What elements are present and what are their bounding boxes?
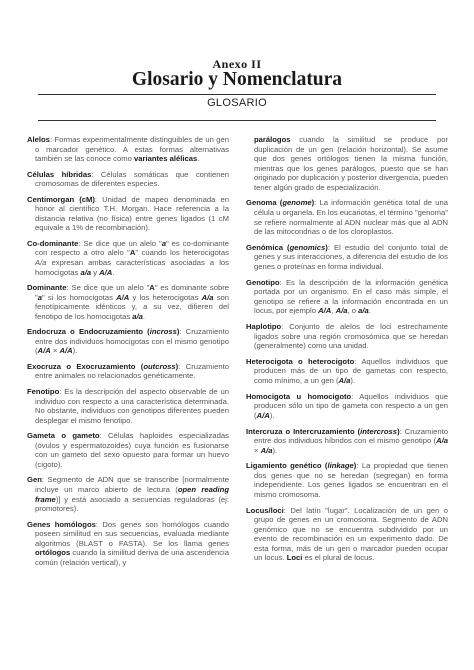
glossary-entry: [27, 170, 229, 189]
glossary-text: variantes alélicas: [133, 154, 198, 164]
glossary-text: A/A: [99, 267, 113, 277]
glossary-entry: [27, 362, 229, 381]
glossary-text: A: [149, 283, 155, 293]
glossary-text: .: [142, 311, 146, 321]
glossary-text: ).: [72, 346, 78, 356]
glossary-text: ).: [269, 410, 275, 420]
section-subtitle: GLOSARIO: [207, 97, 267, 109]
annex-label: Anexo II: [212, 57, 262, 71]
glossary-text: open reading frame: [35, 484, 229, 504]
glossary-entry: [246, 322, 448, 351]
glossary-entry: [246, 243, 448, 272]
glossary-entry: [246, 506, 448, 563]
glossary-text: ×: [254, 445, 261, 455]
glossary-text: genomics: [289, 242, 326, 252]
glossary-text: " es dominante sobre ": [35, 283, 229, 302]
glossary-text: : Se dice que un alelo ": [78, 238, 162, 248]
glossary-text: linkage: [327, 461, 354, 471]
glossary-text: , o: [347, 306, 359, 316]
glossary-text: parálogos: [254, 135, 291, 144]
glossary-text: : Células haploides especializadas (óvulos y espermatozoides) cuya función es fusionarse con un gameto del sexo opuesto para formar un huevo (cigoto).: [35, 431, 229, 469]
glossary-term: Intercruza o Intercruzamiento (: [246, 426, 361, 436]
glossary-entry: [246, 461, 448, 499]
glossary-term: ): [325, 242, 328, 252]
glossary-text: son fenotípicamente idénticos y, a su vez, difieren del fenotipo de los homocigotas: [35, 292, 230, 321]
glossary-term: Genes homólogos: [27, 519, 96, 529]
glossary-text: y: [91, 267, 100, 277]
glossary-text: ortólogos: [35, 548, 71, 558]
glossary-text: cuando la similitud se produce por duplicación de un gen (relación horizontal). Se asume que dos genes ortólogos tienen la misma función, mientras que los genes parálogos, puesto que se han originado por duplicación y posterior divergencia, pueden tener algún grado de especialización.: [254, 135, 448, 192]
glossary-text: ×: [50, 346, 60, 356]
glossary-text: a/a: [80, 267, 92, 277]
glossary-term: ): [397, 426, 400, 436]
glossary-text: : La información genética total de una célula u organela. En los eucariotas, el término "genoma" se refiere normalmente al ADN nuclear más que al ADN de las mitocondrias o de los cloroplastos.: [254, 198, 449, 237]
glossary-text: A/A: [59, 346, 73, 356]
glossary-text: A/a: [338, 375, 351, 385]
glossary-text: genome: [282, 198, 312, 208]
glossary-entry: [27, 475, 229, 513]
glossary-term: Genoma (: [246, 198, 283, 208]
glossary-text: : Segmento de ADN que se transcribe [normalmente incluye un marco abierto de lectura (: [35, 475, 229, 494]
glossary-text: ).: [350, 375, 356, 385]
glossary-text: : Cruzamiento entre dos individuos homocigotas con el mismo genotipo (: [35, 327, 230, 356]
glossary-term: Heterocigota o heterocigoto: [246, 356, 355, 366]
glossary-text: : Se dice que un alelo ": [66, 283, 150, 293]
glossary-entry: [27, 195, 229, 233]
glossary-term: Células híbridas: [27, 169, 92, 179]
glossary-text: : Cruzamiento entre animales no relacionados genéticamente.: [35, 361, 229, 381]
glossary-term: ): [176, 327, 180, 337]
glossary-text: y los heterocigotas: [129, 292, 202, 302]
glossary-term: Co-dominante: [27, 238, 79, 248]
glossary-text: : Aquellos individuos que producen más de un tipo de gametas con respecto, como mínimo, a un gen (: [254, 356, 449, 385]
glossary-text: " es co-dominante con respecto a otro alelo ": [35, 238, 229, 258]
right-column: [246, 135, 448, 569]
glossary-text: A/A: [37, 346, 51, 356]
glossary-term: Ligamiento genético (: [246, 461, 328, 471]
glossary-text: )] y está asociado a secuencias reguladoras (ej: promotores).: [35, 494, 229, 514]
glossary-entry: [27, 431, 229, 469]
glossary-term: Homocigota u homocigoto: [246, 391, 352, 401]
glossary-text: : Es la descripción de la información genética portada por un organismo. En el caso más simple, el genotipo se refiere a la información encontrada en un locus, por ejemplo: [254, 277, 448, 316]
glossary-text: : Dos genes son homólogos cuando poseen similitud en sus secuencias, evaluada mediante algoritmos (BLAST o FASTA). Se los llama genes: [35, 519, 229, 548]
glossary-text: A/a: [436, 436, 448, 446]
glossary-text: : Cruzamiento entre dos individuos híbridos con el mismo genotipo (: [254, 426, 448, 446]
glossary-entry: [27, 283, 229, 321]
glossary-term: ): [353, 461, 357, 471]
glossary-text: .: [112, 267, 115, 277]
top-rule: [38, 94, 436, 95]
glossary-entry: [246, 392, 448, 421]
glossary-text: a/a: [132, 311, 143, 321]
page-title: Glosario y Nomenclatura: [131, 69, 343, 90]
glossary-text: cuando la similitud deriva de una ascendencia común (relación vertical), y: [35, 548, 229, 567]
glossary-entry: [27, 135, 229, 164]
glossary-entry: [27, 327, 229, 356]
left-column: [27, 135, 229, 573]
glossary-text: ).: [272, 445, 278, 455]
glossary-entry: [27, 520, 229, 568]
glossary-text: es el plural de locus.: [302, 553, 375, 563]
glossary-text: incross: [149, 327, 177, 337]
glossary-text: expresan ambas características asociadas a los homocigotas: [35, 258, 229, 277]
glossary-text: intercross: [360, 426, 398, 436]
glossary-entry: [246, 135, 448, 192]
glossary-entry: [246, 198, 448, 236]
glossary-entry: [246, 278, 448, 316]
glossary-entry: [246, 357, 448, 386]
glossary-text: A/a: [201, 292, 214, 302]
glossary-term: Genómica (: [246, 242, 290, 252]
glossary-text: A/A: [256, 410, 270, 420]
glossary-term: Haplotipo: [246, 322, 282, 332]
glossary-entry: [27, 387, 229, 425]
glossary-text: a: [37, 292, 42, 302]
glossary-text: A/a: [260, 445, 273, 455]
glossary-text: : Del latín "lugar". Localización de un gen o grupo de genes en un cromosoma. Segmento de ADN genómico que no se encuentra subdividido por un evento de recombinación en un experimento dado. De esta forma, más de un gen o marcador pueden ocupar un locus.: [254, 505, 448, 563]
glossary-text: A/a: [35, 258, 47, 268]
glossary-term: Dominante: [27, 283, 67, 293]
glossary-term: Gen: [27, 475, 42, 485]
glossary-entry: [246, 427, 448, 456]
glossary-text: : El estudio del conjunto total de genes y sus interacciones, a diferencia del estudio de los genes o proteínas en forma individual.: [254, 242, 448, 271]
glossary-text: " si los homocigotas: [41, 292, 117, 302]
glossary-text: A/a: [335, 306, 348, 316]
glossary-text: A/A: [318, 306, 332, 316]
glossary-term: Genotipo: [246, 277, 280, 287]
glossary-text: A/A: [116, 292, 130, 302]
glossary-text: : Conjunto de alelos de loci estrechamente ligados sobre una región cromosómica que se heredan (generalmente) como una unidad.: [254, 322, 448, 351]
glossary-term: Alelos: [27, 135, 50, 144]
glossary-text: ,: [331, 306, 336, 316]
glossary-text: A: [129, 248, 136, 258]
glossary-text: : Aquellos individuos que producen sólo un tipo de gameta con respecto a un gen (: [254, 391, 448, 420]
glossary-term: Centimorgan (cM): [27, 194, 95, 204]
glossary-text: " cuando los heterocigotas: [135, 248, 229, 258]
glossary-entry: [27, 239, 229, 277]
glossary-term: Fenotipo: [27, 387, 60, 397]
glossary-text: : Formas experimentalmente distinguibles de un gen o marcador genético. A estas formas alternativas también se las conoce como: [35, 135, 229, 164]
glossary-text: outcross: [143, 361, 176, 371]
glossary-term: ): [175, 361, 179, 371]
glossary-text: : Células somáticas que contienen cromosomas de diferentes especies.: [35, 169, 229, 189]
bottom-rule: [38, 120, 436, 121]
glossary-term: Locus/loci: [246, 505, 284, 515]
glossary-text: : La propiedad que tienen dos genes que no se heredan (segregan) en forma independiente. Los genes ligados se encuentran en el mismo cromosoma.: [254, 461, 448, 499]
glossary-term: Exocruza o Exocruzamiento (: [27, 361, 144, 371]
glossary-term: ): [311, 198, 315, 208]
glossary-text: a: [161, 238, 166, 248]
glossary-text: Loci: [286, 553, 303, 563]
glossary-text: a/a: [358, 306, 369, 316]
glossary-term: Gameta o gameto: [27, 431, 100, 441]
glossary-text: .: [368, 306, 371, 316]
glossary-term: Endocruza o Endocruzamiento (: [27, 327, 150, 337]
glossary-text: .: [197, 154, 200, 164]
glossary-text: : Es la descripción del aspecto observable de un individuo con respecto a una característica determinada. No obstante, individuos con genotipos diferentes pueden desplegar el mismo fenotipo.: [35, 387, 229, 425]
glossary-text: : Unidad de mapeo denominada en honor al científico T.H. Morgan. Hace referencia a la distancia relativa (no física) entre genes ligados (1 cM equivale a 1% de recombinación).: [35, 194, 229, 233]
